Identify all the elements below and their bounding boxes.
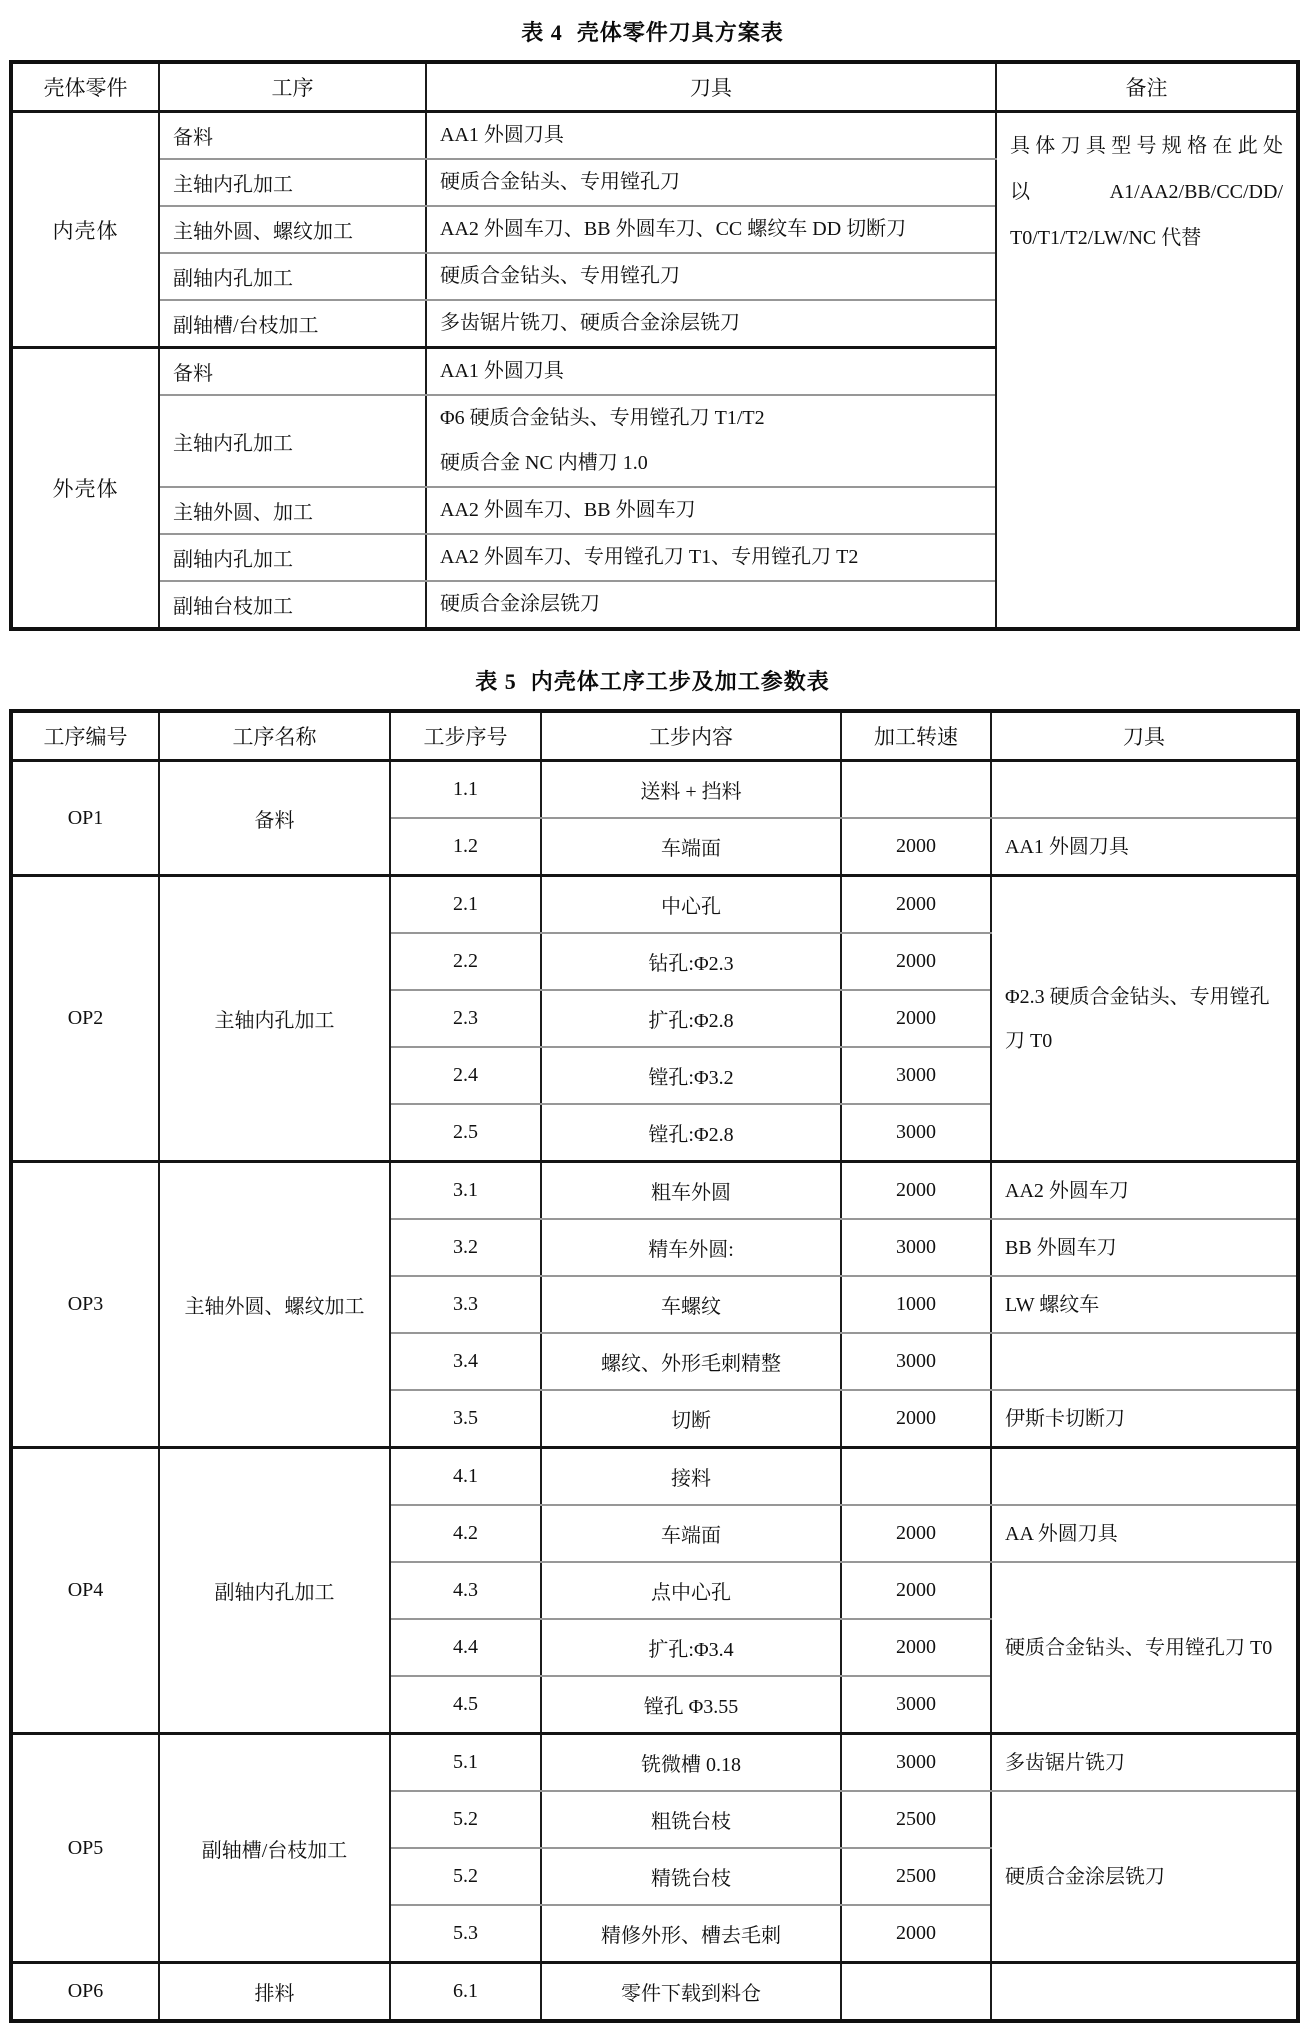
step-no-cell: 2.2 bbox=[390, 933, 541, 990]
tool-cell: AA1 外圆刀具 bbox=[991, 818, 1298, 876]
tool-cell: BB 外圆车刀 bbox=[991, 1219, 1298, 1276]
step-no-cell: 4.3 bbox=[390, 1562, 541, 1619]
process-cell: 副轴内孔加工 bbox=[159, 253, 426, 300]
op-id-cell: OP2 bbox=[11, 876, 159, 1162]
speed-cell: 2500 bbox=[841, 1848, 991, 1905]
table4-title-text: 壳体零件刀具方案表 bbox=[576, 20, 784, 45]
step-no-cell: 3.5 bbox=[390, 1390, 541, 1448]
step-content-cell: 镗孔 Φ3.55 bbox=[541, 1676, 841, 1734]
speed-cell: 3000 bbox=[841, 1219, 991, 1276]
table-row bbox=[11, 1734, 1298, 1792]
table5-column-header-0: 工序编号 bbox=[11, 711, 159, 761]
step-content-cell: 零件下载到料仓 bbox=[541, 1963, 841, 2022]
tool-line-0: Φ6 硬质合金钻头、专用镗孔刀 T1/T2 bbox=[440, 407, 765, 429]
section-gap bbox=[9, 631, 1296, 657]
step-content-cell: 精铣台枝 bbox=[541, 1848, 841, 1905]
process-steps-table-header bbox=[11, 711, 1298, 761]
process-cell: 主轴外圆、螺纹加工 bbox=[159, 206, 426, 253]
tool-line-0: 多齿锯片铣刀、硬质合金涂层铣刀 bbox=[440, 312, 740, 334]
step-content-cell: 镗孔:Φ2.8 bbox=[541, 1104, 841, 1162]
step-content-cell: 车端面 bbox=[541, 1505, 841, 1562]
part-cell: 外壳体 bbox=[11, 348, 159, 630]
remark-cell bbox=[996, 112, 1298, 630]
step-no-cell: 5.1 bbox=[390, 1734, 541, 1792]
tools-cell bbox=[426, 159, 996, 206]
step-content-cell: 扩孔:Φ2.8 bbox=[541, 990, 841, 1047]
speed-cell: 2000 bbox=[841, 1562, 991, 1619]
process-cell: 主轴内孔加工 bbox=[159, 159, 426, 206]
speed-cell: 3000 bbox=[841, 1333, 991, 1390]
tool-line-0: AA2 外圆车刀、BB 外圆车刀、CC 螺纹车 DD 切断刀 bbox=[440, 218, 907, 240]
tool-cell bbox=[991, 761, 1298, 819]
step-no-cell: 3.2 bbox=[390, 1219, 541, 1276]
step-no-cell: 6.1 bbox=[390, 1963, 541, 2022]
step-no-cell: 4.4 bbox=[390, 1619, 541, 1676]
step-content-cell: 粗铣台枝 bbox=[541, 1791, 841, 1848]
table4-column-header-0: 壳体零件 bbox=[11, 62, 159, 112]
step-content-cell: 精修外形、槽去毛刺 bbox=[541, 1905, 841, 1963]
step-no-cell: 3.1 bbox=[390, 1162, 541, 1220]
step-no-cell: 2.3 bbox=[390, 990, 541, 1047]
speed-cell: 3000 bbox=[841, 1047, 991, 1104]
step-content-cell: 镗孔:Φ3.2 bbox=[541, 1047, 841, 1104]
speed-cell: 2000 bbox=[841, 933, 991, 990]
process-cell: 副轴台枝加工 bbox=[159, 581, 426, 629]
op-name-cell: 副轴内孔加工 bbox=[159, 1448, 390, 1734]
step-no-cell: 5.2 bbox=[390, 1848, 541, 1905]
step-no-cell: 2.1 bbox=[390, 876, 541, 934]
tool-cell: AA 外圆刀具 bbox=[991, 1505, 1298, 1562]
speed-cell: 2000 bbox=[841, 1505, 991, 1562]
process-steps-table-body bbox=[11, 761, 1298, 2022]
tool-line-0: 硬质合金钻头、专用镗孔刀 bbox=[440, 265, 680, 287]
speed-cell: 3000 bbox=[841, 1104, 991, 1162]
speed-cell: 3000 bbox=[841, 1734, 991, 1792]
step-no-cell: 1.1 bbox=[390, 761, 541, 819]
tool-line-0: 硬质合金涂层铣刀 bbox=[440, 593, 600, 615]
tools-cell bbox=[426, 487, 996, 534]
process-cell: 副轴槽/台枝加工 bbox=[159, 300, 426, 348]
step-no-cell: 2.5 bbox=[390, 1104, 541, 1162]
tools-cell bbox=[426, 253, 996, 300]
table-row bbox=[11, 1162, 1298, 1220]
table5-column-header-1: 工序名称 bbox=[159, 711, 390, 761]
speed-cell: 2000 bbox=[841, 1390, 991, 1448]
tool-cell: AA2 外圆车刀 bbox=[991, 1162, 1298, 1220]
process-cell: 副轴内孔加工 bbox=[159, 534, 426, 581]
process-steps-table bbox=[9, 709, 1300, 2023]
step-content-cell: 车端面 bbox=[541, 818, 841, 876]
tool-cell: 伊斯卡切断刀 bbox=[991, 1390, 1298, 1448]
step-no-cell: 3.3 bbox=[390, 1276, 541, 1333]
tools-cell bbox=[426, 348, 996, 396]
step-content-cell: 送料 + 挡料 bbox=[541, 761, 841, 819]
op-id-cell: OP1 bbox=[11, 761, 159, 876]
tool-line-0: AA2 外圆车刀、BB 外圆车刀 bbox=[440, 499, 696, 521]
step-content-cell: 点中心孔 bbox=[541, 1562, 841, 1619]
tool-cell bbox=[991, 1333, 1298, 1390]
table5-title bbox=[9, 665, 1296, 696]
op-id-cell: OP3 bbox=[11, 1162, 159, 1448]
step-content-cell: 扩孔:Φ3.4 bbox=[541, 1619, 841, 1676]
table5-column-header-4: 加工转速 bbox=[841, 711, 991, 761]
table-row bbox=[11, 1963, 1298, 2022]
tool-line-0: AA1 外圆刀具 bbox=[440, 360, 564, 382]
speed-cell: 2000 bbox=[841, 818, 991, 876]
tool-plan-table bbox=[9, 60, 1300, 631]
op-name-cell: 主轴外圆、螺纹加工 bbox=[159, 1162, 390, 1448]
remark-line-2: T0/T1/T2/LW/NC 代替 bbox=[1010, 227, 1202, 249]
tools-cell bbox=[426, 206, 996, 253]
step-content-cell: 中心孔 bbox=[541, 876, 841, 934]
table4-column-header-2: 刀具 bbox=[426, 62, 996, 112]
step-no-cell: 1.2 bbox=[390, 818, 541, 876]
tool-cell bbox=[991, 1963, 1298, 2022]
tools-cell bbox=[426, 112, 996, 160]
speed-cell bbox=[841, 1448, 991, 1506]
remark-line-0: 具体刀具型号规格在此处 bbox=[1010, 135, 1283, 157]
step-no-cell: 4.1 bbox=[390, 1448, 541, 1506]
speed-cell bbox=[841, 1963, 991, 2022]
table-row bbox=[11, 876, 1298, 934]
step-content-cell: 切断 bbox=[541, 1390, 841, 1448]
step-content-cell: 车螺纹 bbox=[541, 1276, 841, 1333]
table5-title-text: 内壳体工序工步及加工参数表 bbox=[530, 669, 830, 694]
speed-cell: 3000 bbox=[841, 1676, 991, 1734]
tool-cell: 硬质合金涂层铣刀 bbox=[991, 1791, 1298, 1963]
step-no-cell: 4.2 bbox=[390, 1505, 541, 1562]
tools-cell bbox=[426, 395, 996, 487]
tool-line-0: AA1 外圆刀具 bbox=[440, 124, 564, 146]
step-content-cell: 精车外圆: bbox=[541, 1219, 841, 1276]
table-row bbox=[11, 761, 1298, 819]
tools-cell bbox=[426, 534, 996, 581]
step-no-cell: 3.4 bbox=[390, 1333, 541, 1390]
speed-cell bbox=[841, 761, 991, 819]
tool-line-1: 硬质合金 NC 内槽刀 1.0 bbox=[440, 452, 648, 474]
op-name-cell: 排料 bbox=[159, 1963, 390, 2022]
step-no-cell: 2.4 bbox=[390, 1047, 541, 1104]
speed-cell: 2000 bbox=[841, 1619, 991, 1676]
process-cell: 主轴内孔加工 bbox=[159, 395, 426, 487]
tool-cell: 硬质合金钻头、专用镗孔刀 T0 bbox=[991, 1562, 1298, 1734]
step-content-cell: 接料 bbox=[541, 1448, 841, 1506]
process-cell: 备料 bbox=[159, 348, 426, 396]
step-content-cell: 铣微槽 0.18 bbox=[541, 1734, 841, 1792]
tool-cell: LW 螺纹车 bbox=[991, 1276, 1298, 1333]
table5-header-row bbox=[11, 711, 1298, 761]
op-id-cell: OP5 bbox=[11, 1734, 159, 1963]
speed-cell: 2000 bbox=[841, 1905, 991, 1963]
speed-cell: 2000 bbox=[841, 990, 991, 1047]
tool-plan-table-body bbox=[11, 112, 1298, 630]
part-cell: 内壳体 bbox=[11, 112, 159, 348]
speed-cell: 2000 bbox=[841, 1162, 991, 1220]
tools-cell bbox=[426, 300, 996, 348]
tool-cell: Φ2.3 硬质合金钻头、专用镗孔刀 T0 bbox=[991, 876, 1298, 1162]
table4-column-header-3: 备注 bbox=[996, 62, 1298, 112]
op-name-cell: 副轴槽/台枝加工 bbox=[159, 1734, 390, 1963]
table4-header-row bbox=[11, 62, 1298, 112]
process-cell: 备料 bbox=[159, 112, 426, 160]
op-name-cell: 备料 bbox=[159, 761, 390, 876]
tool-line-0: 硬质合金钻头、专用镗孔刀 bbox=[440, 171, 680, 193]
tool-cell: 多齿锯片铣刀 bbox=[991, 1734, 1298, 1792]
step-content-cell: 螺纹、外形毛刺精整 bbox=[541, 1333, 841, 1390]
tool-cell bbox=[991, 1448, 1298, 1506]
tool-line-0: AA2 外圆车刀、专用镗孔刀 T1、专用镗孔刀 T2 bbox=[440, 546, 859, 568]
step-no-cell: 4.5 bbox=[390, 1676, 541, 1734]
table4-column-header-1: 工序 bbox=[159, 62, 426, 112]
op-name-cell: 主轴内孔加工 bbox=[159, 876, 390, 1162]
step-content-cell: 粗车外圆 bbox=[541, 1162, 841, 1220]
table-row bbox=[11, 1448, 1298, 1506]
table-row bbox=[11, 112, 1298, 160]
table5-column-header-3: 工步内容 bbox=[541, 711, 841, 761]
speed-cell: 2000 bbox=[841, 876, 991, 934]
op-id-cell: OP6 bbox=[11, 1963, 159, 2022]
speed-cell: 2500 bbox=[841, 1791, 991, 1848]
tools-cell bbox=[426, 581, 996, 629]
step-content-cell: 钻孔:Φ2.3 bbox=[541, 933, 841, 990]
table5-title-label: 表 5 bbox=[475, 669, 517, 694]
op-id-cell: OP4 bbox=[11, 1448, 159, 1734]
remark-line-1: 以 A1/AA2/BB/CC/DD/ bbox=[1010, 181, 1283, 203]
step-no-cell: 5.3 bbox=[390, 1905, 541, 1963]
tool-plan-table-header bbox=[11, 62, 1298, 112]
process-cell: 主轴外圆、加工 bbox=[159, 487, 426, 534]
table4-title bbox=[9, 16, 1296, 47]
table4-title-label: 表 4 bbox=[521, 20, 563, 45]
step-no-cell: 5.2 bbox=[390, 1791, 541, 1848]
table5-column-header-5: 刀具 bbox=[991, 711, 1298, 761]
speed-cell: 1000 bbox=[841, 1276, 991, 1333]
table5-column-header-2: 工步序号 bbox=[390, 711, 541, 761]
